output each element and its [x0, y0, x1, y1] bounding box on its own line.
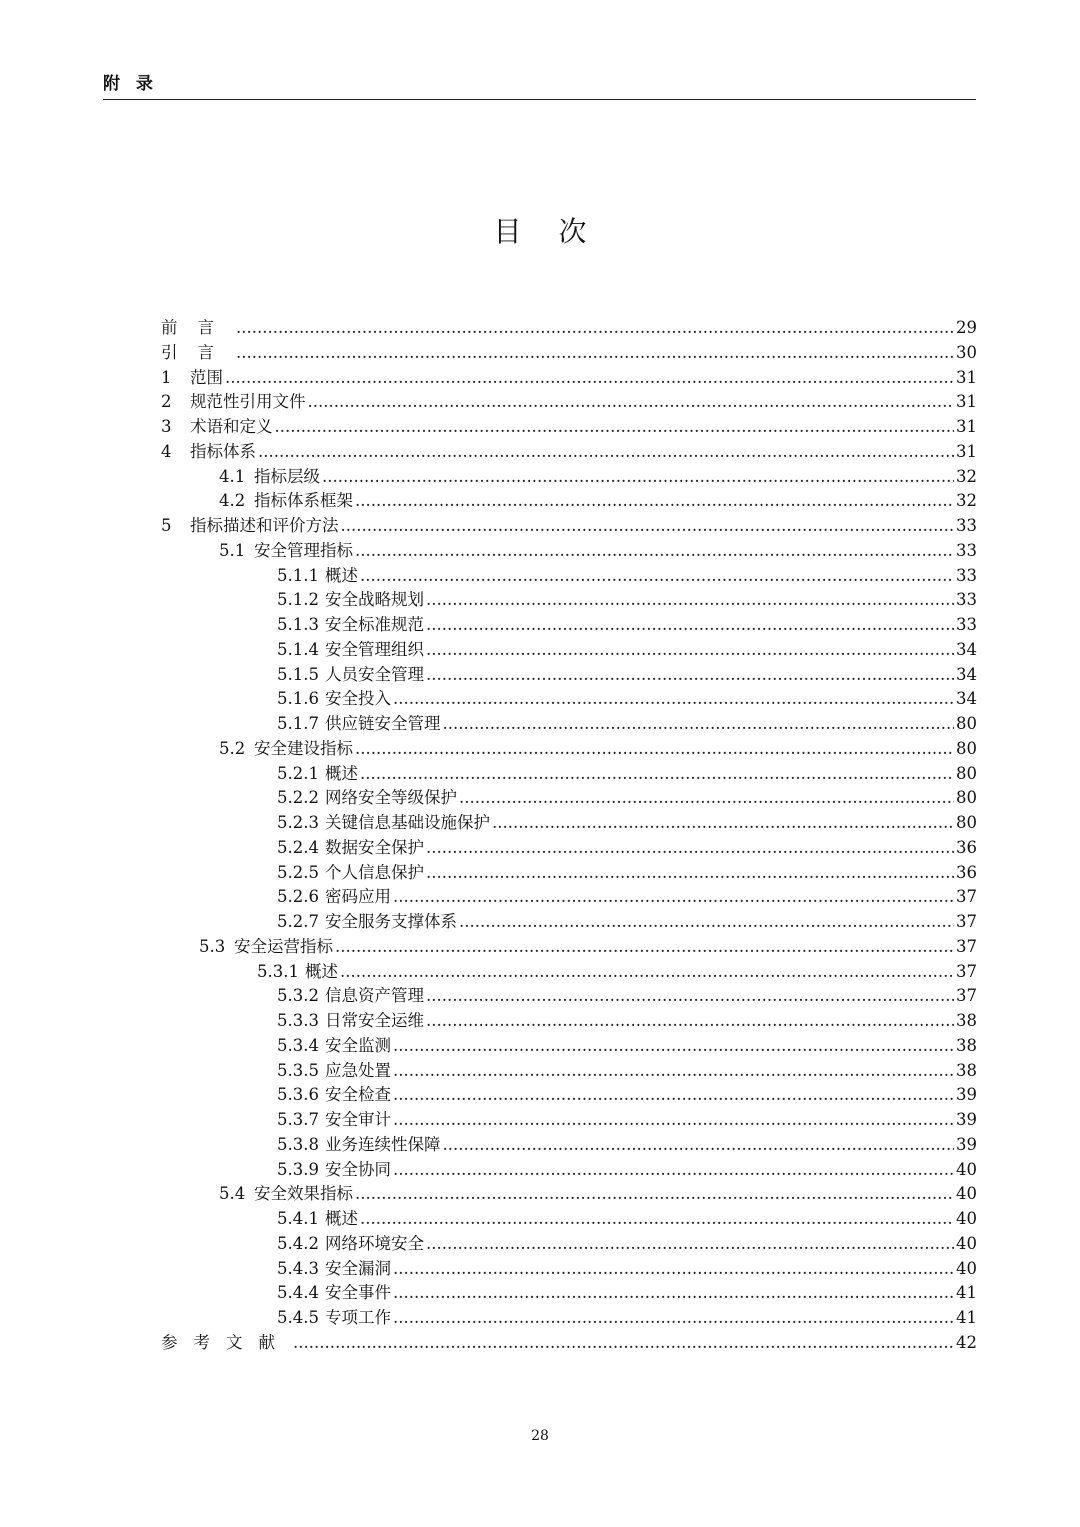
toc-entry-page: 37 [956, 936, 977, 956]
toc-entry-number: 5.2.7 [277, 912, 319, 931]
toc-entry-label: 安全建设指标 [254, 738, 353, 758]
toc-entry[interactable] [161, 341, 977, 366]
toc-entry-label: 供应链安全管理 [325, 714, 441, 733]
toc-entry-page: 37 [956, 986, 977, 1006]
toc-entry[interactable] [161, 316, 977, 341]
toc-leader-dots [426, 1232, 954, 1257]
toc-entry-page: 33 [956, 590, 977, 610]
toc-entry-page: 40 [956, 1258, 977, 1278]
toc-entry-page: 37 [956, 912, 977, 931]
toc-leader-dots [459, 786, 954, 811]
toc-leader-dots [335, 935, 954, 960]
toc-entry-label: 网络环境安全 [325, 1233, 424, 1253]
toc-entry-label: 安全监测 [325, 1035, 391, 1055]
toc-entry[interactable] [161, 613, 977, 638]
toc-entry[interactable] [161, 663, 977, 688]
toc-entry-page: 31 [956, 392, 977, 412]
toc-entry-page: 34 [956, 664, 977, 684]
toc-leader-dots [258, 440, 954, 465]
toc-leader-dots [393, 1158, 954, 1183]
toc-entry[interactable] [161, 1182, 977, 1207]
toc-leader-dots [426, 588, 954, 613]
toc-entry-page: 37 [956, 887, 977, 907]
toc-entry-number: 2 [161, 392, 172, 412]
toc-leader-dots [322, 465, 954, 490]
toc-entry-label: 概述 [325, 1209, 358, 1228]
toc-entry-page: 34 [956, 689, 977, 709]
toc-entry-number: 5.1.2 [277, 590, 319, 610]
page-number: 28 [531, 1428, 549, 1444]
toc-entry[interactable] [161, 1083, 977, 1108]
toc-entry-page: 31 [956, 417, 977, 436]
toc-entry-label: 安全效果指标 [254, 1184, 353, 1204]
toc-entry-page: 32 [956, 491, 977, 511]
toc-entry[interactable] [161, 1034, 977, 1059]
toc-leader-dots [426, 984, 954, 1009]
toc-entry-number: 5.3.7 [277, 1110, 319, 1129]
toc-entry-page: 38 [956, 1011, 977, 1030]
toc-entry-number: 5.2.2 [277, 788, 319, 808]
toc-entry-number: 5.3.4 [277, 1035, 319, 1055]
toc-entry[interactable] [161, 1331, 977, 1356]
page-title: 目 次 [493, 215, 601, 248]
toc-entry-number: 5.1.3 [277, 615, 319, 634]
toc-entry-label: 人员安全管理 [325, 664, 424, 684]
toc-entry-page: 37 [956, 961, 977, 981]
toc-leader-dots [340, 960, 954, 985]
toc-entry-page: 40 [956, 1159, 977, 1179]
toc-leader-dots [426, 861, 954, 886]
toc-leader-dots [426, 663, 954, 688]
toc-entry-label: 安全标准规范 [325, 615, 424, 634]
toc-entry[interactable] [161, 1306, 977, 1331]
toc-entry[interactable] [161, 514, 977, 539]
toc-entry-number: 5.2.6 [277, 887, 319, 907]
toc-entry-number: 5.3.5 [277, 1060, 319, 1080]
toc-entry-label: 指标体系框架 [254, 491, 353, 511]
toc-entry-number: 1 [161, 367, 172, 387]
toc-entry[interactable] [161, 1059, 977, 1084]
toc-entry-number: 5.4.3 [277, 1258, 319, 1278]
toc-entry[interactable] [161, 390, 977, 415]
toc-leader-dots [393, 1034, 954, 1059]
toc-entry-label: 安全投入 [325, 689, 391, 709]
toc-entry-label: 前言 [161, 318, 234, 337]
toc-entry[interactable] [161, 415, 977, 440]
toc-leader-dots [308, 390, 955, 415]
toc-entry-label: 范围 [190, 367, 223, 387]
toc-leader-dots [360, 1207, 954, 1232]
toc-leader-dots [275, 415, 955, 440]
page-header [103, 72, 976, 100]
toc-entry[interactable] [161, 984, 977, 1009]
toc-entry-page: 80 [956, 763, 977, 783]
toc-entry-page: 34 [956, 639, 977, 659]
toc-entry-number: 5.1 [219, 540, 246, 560]
toc-entry-page: 30 [956, 342, 977, 362]
toc-entry[interactable] [161, 687, 977, 712]
toc-entry-label: 密码应用 [325, 887, 391, 907]
toc-leader-dots [341, 514, 955, 539]
toc-entry-number: 5.3 [199, 936, 226, 956]
toc-leader-dots [426, 613, 954, 638]
toc-entry[interactable] [161, 762, 977, 787]
toc-entry-page: 33 [956, 615, 977, 634]
toc-entry-number: 5.3.2 [277, 986, 319, 1006]
toc-leader-dots [393, 687, 954, 712]
toc-leader-dots [393, 1108, 954, 1133]
toc-entry-label: 引言 [161, 342, 234, 362]
toc-leader-dots [236, 341, 954, 366]
toc-entry[interactable] [161, 960, 977, 985]
toc-entry-page: 29 [956, 318, 977, 337]
toc-entry-number: 5.2.1 [277, 763, 319, 783]
toc-entry[interactable] [161, 1257, 977, 1282]
toc-entry-label: 指标层级 [254, 466, 320, 486]
toc-entry-label: 参考文献 [161, 1332, 291, 1352]
toc-entry-label: 指标描述和评价方法 [190, 516, 339, 535]
toc-entry-page: 39 [956, 1085, 977, 1105]
toc-entry-number: 5.2.5 [277, 862, 319, 882]
toc-leader-dots [393, 1059, 954, 1084]
toc-entry-label: 专项工作 [325, 1308, 391, 1327]
toc-entry-number: 5.3.6 [277, 1085, 319, 1105]
toc-entry[interactable] [161, 712, 977, 737]
toc-leader-dots [236, 316, 954, 341]
toc-entry-label: 数据安全保护 [325, 837, 424, 857]
toc-leader-dots [426, 638, 954, 663]
toc-entry-page: 31 [956, 441, 977, 461]
toc-entry[interactable] [161, 910, 977, 935]
toc-entry[interactable] [161, 440, 977, 465]
toc-leader-dots [225, 366, 954, 391]
toc-entry[interactable] [161, 489, 977, 514]
toc-entry-page: 32 [956, 466, 977, 486]
toc-leader-dots [492, 811, 954, 836]
toc-entry-label: 安全管理指标 [254, 540, 353, 560]
toc-entry-label: 安全审计 [325, 1110, 391, 1129]
toc-entry-page: 36 [956, 862, 977, 882]
toc-entry-page: 31 [956, 367, 977, 387]
toc-entry[interactable] [161, 935, 977, 960]
toc-leader-dots [443, 1133, 955, 1158]
toc-entry-number: 5.1.5 [277, 664, 319, 684]
toc-entry-number: 3 [161, 417, 172, 436]
toc-entry-label: 业务连续性保障 [325, 1134, 441, 1154]
toc-entry[interactable] [161, 1281, 977, 1306]
toc-entry-label: 个人信息保护 [325, 862, 424, 882]
toc-entry-label: 概述 [325, 763, 358, 783]
toc-entry-page: 40 [956, 1209, 977, 1228]
toc-entry-label: 安全服务支撑体系 [325, 912, 457, 931]
toc-entry-page: 38 [956, 1035, 977, 1055]
toc-entry-number: 5.4 [219, 1184, 246, 1204]
toc-entry-number: 5.2 [219, 738, 246, 758]
toc-entry-page: 39 [956, 1134, 977, 1154]
toc-entry-label: 安全协同 [325, 1159, 391, 1179]
toc-entry-label: 安全漏洞 [325, 1258, 391, 1278]
toc-entry[interactable] [161, 366, 977, 391]
toc-entry[interactable] [161, 1133, 977, 1158]
toc-leader-dots [355, 737, 954, 762]
toc-leader-dots [393, 885, 954, 910]
toc-entry-page: 36 [956, 837, 977, 857]
toc-leader-dots [459, 910, 954, 935]
toc-entry-page: 40 [956, 1233, 977, 1253]
toc-leader-dots [360, 762, 954, 787]
toc-entry-page: 80 [956, 714, 977, 733]
toc-leader-dots [393, 1257, 954, 1282]
toc-leader-dots [426, 836, 954, 861]
toc-leader-dots [426, 1009, 954, 1034]
toc-entry-label: 网络安全等级保护 [325, 788, 457, 808]
toc-entry[interactable] [161, 638, 977, 663]
toc-entry-number: 5.4.4 [277, 1283, 319, 1303]
toc-entry-label: 信息资产管理 [325, 986, 424, 1006]
toc-entry-number: 5.2.4 [277, 837, 319, 857]
toc-entry-page: 42 [956, 1332, 977, 1352]
toc-entry[interactable] [161, 861, 977, 886]
toc-entry-label: 安全管理组织 [325, 639, 424, 659]
toc-entry[interactable] [161, 836, 977, 861]
toc-entry[interactable] [161, 1232, 977, 1257]
toc-entry[interactable] [161, 588, 977, 613]
toc-entry-number: 5.3.9 [277, 1159, 319, 1179]
toc-leader-dots [355, 539, 954, 564]
toc-entry-number: 5.1.7 [277, 714, 319, 733]
toc-entry-label: 日常安全运维 [325, 1011, 424, 1030]
toc-entry-label: 概述 [305, 961, 338, 981]
toc-leader-dots [393, 1083, 954, 1108]
toc-entry[interactable] [161, 811, 977, 836]
toc-leader-dots [293, 1331, 954, 1356]
toc-entry-number: 4.1 [219, 466, 246, 486]
toc-leader-dots [360, 564, 954, 589]
toc-entry-label: 关键信息基础设施保护 [325, 813, 490, 832]
header-label: 附 录 [103, 74, 158, 94]
toc-entry-label: 术语和定义 [190, 417, 273, 436]
toc-entry-number: 5.3.8 [277, 1134, 319, 1154]
toc-entry-page: 41 [956, 1308, 977, 1327]
toc-entry-number: 5.1.6 [277, 689, 319, 709]
toc-entry-page: 80 [956, 788, 977, 808]
toc-leader-dots [393, 1281, 954, 1306]
toc-leader-dots [443, 712, 955, 737]
toc-entry-label: 安全检查 [325, 1085, 391, 1105]
toc-entry-number: 4 [161, 441, 172, 461]
toc-entry[interactable] [161, 465, 977, 490]
toc-entry[interactable] [161, 786, 977, 811]
toc-entry-page: 33 [956, 540, 977, 560]
toc-entry[interactable] [161, 539, 977, 564]
toc-entry-label: 安全战略规划 [325, 590, 424, 610]
toc-entry-page: 38 [956, 1060, 977, 1080]
toc-entry-number: 5.2.3 [277, 813, 319, 832]
toc-entry[interactable] [161, 1108, 977, 1133]
toc-entry-number: 5.3.3 [277, 1011, 319, 1030]
toc-leader-dots [355, 1182, 954, 1207]
toc-entry-label: 应急处置 [325, 1060, 391, 1080]
toc-entry-number: 5.1.4 [277, 639, 319, 659]
toc-entry-number: 5.4.5 [277, 1308, 319, 1327]
toc-entry[interactable] [161, 564, 977, 589]
toc-entry-page: 33 [956, 565, 977, 585]
toc-entry[interactable] [161, 885, 977, 910]
toc-entry-label: 指标体系 [190, 441, 256, 461]
toc-leader-dots [355, 489, 954, 514]
toc-entry-page: 80 [956, 738, 977, 758]
toc-entry-page: 39 [956, 1110, 977, 1129]
toc-leader-dots [393, 1306, 954, 1331]
toc-entry-number: 5.1.1 [277, 565, 319, 585]
toc-entry-page: 80 [956, 813, 977, 832]
toc-entry-number: 5.4.1 [277, 1209, 319, 1228]
toc-entry-page: 41 [956, 1283, 977, 1303]
toc-entry-page: 40 [956, 1184, 977, 1204]
toc-entry-label: 安全运营指标 [234, 936, 333, 956]
toc-entry[interactable] [161, 1009, 977, 1034]
table-of-contents [161, 316, 977, 1356]
toc-entry-label: 概述 [325, 565, 358, 585]
toc-entry[interactable] [161, 1158, 977, 1183]
toc-entry-number: 5 [161, 516, 172, 535]
toc-entry[interactable] [161, 737, 977, 762]
toc-entry-label: 安全事件 [325, 1283, 391, 1303]
toc-entry-number: 5.3.1 [257, 961, 299, 981]
toc-entry[interactable] [161, 1207, 977, 1232]
toc-entry-number: 4.2 [219, 491, 246, 511]
toc-entry-label: 规范性引用文件 [190, 392, 306, 412]
toc-entry-page: 33 [956, 516, 977, 535]
toc-entry-number: 5.4.2 [277, 1233, 319, 1253]
